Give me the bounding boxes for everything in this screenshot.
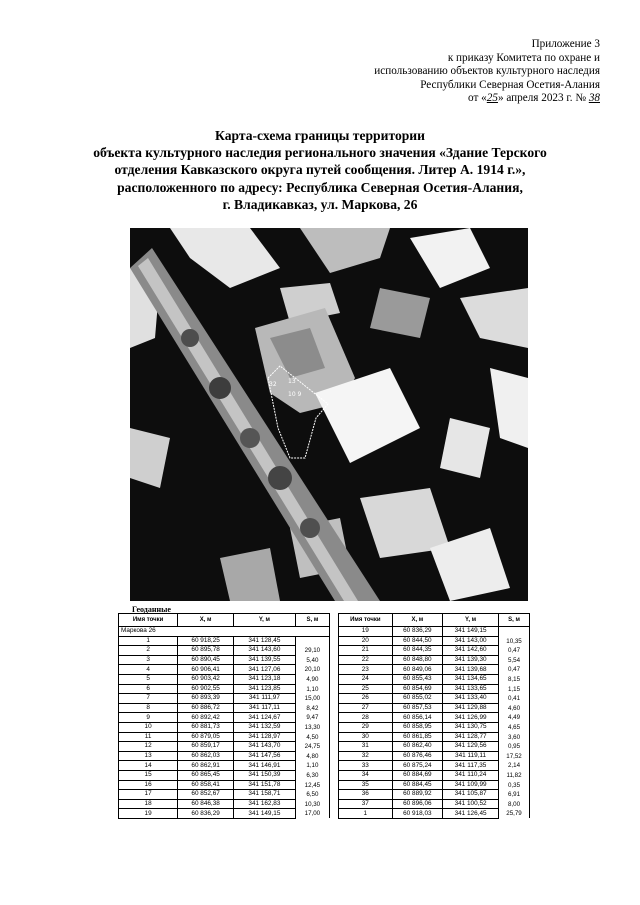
cell-n: 3: [119, 655, 178, 665]
cell-n: 11: [119, 732, 178, 742]
col-s-header: S, м: [295, 614, 329, 627]
cell-x: 60 902,55: [178, 684, 234, 694]
committee-line: использованию объектов культурного наследия: [374, 65, 600, 78]
cell-s: 4,50: [295, 732, 329, 742]
cell-x: 60 881,73: [178, 722, 234, 732]
cell-s: 6,91: [499, 790, 530, 800]
cell-y: 341 126,45: [443, 809, 499, 819]
map-point-label-13: 13: [288, 378, 296, 385]
cell-n: 32: [339, 751, 393, 761]
cell-x: 60 849,06: [392, 665, 443, 675]
cell-y: 341 109,99: [443, 780, 499, 790]
cell-s: 0,41: [499, 694, 530, 704]
cell-x: 60 846,38: [178, 799, 234, 809]
cell-y: 341 129,56: [443, 742, 499, 752]
cell-y: 341 147,56: [234, 751, 296, 761]
cell-x: 60 861,85: [392, 732, 443, 742]
cell-x: 60 884,45: [392, 780, 443, 790]
cell-s: 1,10: [295, 684, 329, 694]
cell-s: 10,35: [499, 636, 530, 646]
table-row: [339, 636, 530, 646]
cell-n: 4: [119, 665, 178, 675]
cell-n: 27: [339, 703, 393, 713]
table-row: [119, 722, 330, 732]
cell-s: 17,52: [499, 751, 530, 761]
cell-s: 4,49: [499, 713, 530, 723]
cell-y: 341 139,55: [234, 655, 296, 665]
table-row: [339, 780, 530, 790]
cell-x: 60 918,03: [392, 809, 443, 819]
cell-s: 8,00: [499, 799, 530, 809]
table-row: [339, 713, 530, 723]
cell-n: 30: [339, 732, 393, 742]
title-line-2: объекта культурного наследия регионального значения «Здание Терского: [93, 145, 547, 161]
table-row: [339, 684, 530, 694]
col-x-header: X, м: [178, 614, 234, 627]
cell-x: 60 844,35: [392, 646, 443, 656]
cell-y: 341 146,91: [234, 761, 296, 771]
table-row: [119, 655, 330, 665]
cell-x: 60 862,91: [178, 761, 234, 771]
cell-x: 60 890,45: [178, 655, 234, 665]
table-row: [119, 665, 330, 675]
cell-n: 31: [339, 742, 393, 752]
cell-n: 5: [119, 674, 178, 684]
table-row: [119, 694, 330, 704]
cell-x: 60 836,29: [178, 809, 234, 819]
cell-s: 6,30: [295, 770, 329, 780]
cell-s: 24,75: [295, 742, 329, 752]
cell-x: 60 855,43: [392, 674, 443, 684]
cell-y: 341 162,83: [234, 799, 296, 809]
cell-n: 10: [119, 722, 178, 732]
republic-line: Республики Северная Осетия-Алания: [420, 78, 600, 91]
table-row: [119, 742, 330, 752]
cell-n: 29: [339, 722, 393, 732]
cell-y: 341 143,70: [234, 742, 296, 752]
cell-s: 12,45: [295, 780, 329, 790]
cell-n: 36: [339, 790, 393, 800]
table-row: [339, 703, 530, 713]
table-row: [119, 636, 330, 646]
cell-x: 60 879,05: [178, 732, 234, 742]
cell-n: 1: [119, 636, 178, 646]
col-s-header: S, м: [499, 614, 530, 627]
table-header-row: [119, 614, 330, 627]
cell-y: 341 124,67: [234, 713, 296, 723]
table-row: [339, 799, 530, 809]
doc-number: 38: [588, 92, 600, 105]
cell-s: 1,15: [499, 684, 530, 694]
cell-n: 16: [119, 780, 178, 790]
cell-y: 341 128,45: [234, 636, 296, 646]
table-row: [339, 732, 530, 742]
cell-s: 5,54: [499, 655, 530, 665]
cell-n: 24: [339, 674, 393, 684]
cell-y: 341 142,60: [443, 646, 499, 656]
table-row: [119, 751, 330, 761]
cell-s: [295, 636, 329, 646]
cell-s: 6,50: [295, 790, 329, 800]
cell-s: 25,79: [499, 809, 530, 819]
table-row: [339, 770, 530, 780]
cell-s: 0,95: [499, 742, 530, 752]
table-row: [339, 751, 530, 761]
table-row: [339, 674, 530, 684]
cell-s: 4,90: [295, 674, 329, 684]
cell-n: 19: [339, 627, 393, 637]
cell-y: 341 149,15: [443, 627, 499, 637]
table-row: [119, 761, 330, 771]
cell-x: 60 855,02: [392, 694, 443, 704]
cell-s: 4,80: [295, 751, 329, 761]
cell-s: 8,15: [499, 674, 530, 684]
cell-s: 0,47: [499, 646, 530, 656]
cell-y: 341 143,00: [443, 636, 499, 646]
cell-y: 341 149,15: [234, 809, 296, 819]
cell-s: 3,60: [499, 732, 530, 742]
geodata-label: Геоданные: [132, 605, 171, 614]
cell-x: 60 862,40: [392, 742, 443, 752]
cell-y: 341 130,75: [443, 722, 499, 732]
cell-x: 60 857,53: [392, 703, 443, 713]
cell-n: 7: [119, 694, 178, 704]
cell-s: 20,10: [295, 665, 329, 675]
table-row: [119, 799, 330, 809]
cell-x: 60 858,95: [392, 722, 443, 732]
cell-y: 341 129,88: [443, 703, 499, 713]
cell-y: 341 126,99: [443, 713, 499, 723]
cell-y: 341 150,39: [234, 770, 296, 780]
cell-x: 60 854,69: [392, 684, 443, 694]
title-line-1: Карта-схема границы территории: [215, 128, 425, 143]
cell-n: 12: [119, 742, 178, 752]
cell-n: 2: [119, 646, 178, 656]
cell-n: 33: [339, 761, 393, 771]
cell-x: 60 918,25: [178, 636, 234, 646]
date-day: 25: [486, 92, 498, 105]
cell-n: 8: [119, 703, 178, 713]
cell-y: 341 158,71: [234, 790, 296, 800]
approval-header: [374, 38, 600, 106]
title-line-4: расположенного по адресу: Республика Северная Осетия-Алания,: [117, 179, 523, 195]
cell-n: 28: [339, 713, 393, 723]
cell-s: 4,60: [499, 703, 530, 713]
cell-s: 11,82: [499, 770, 530, 780]
cell-x: 60 895,78: [178, 646, 234, 656]
col-name-header: Имя точки: [119, 614, 178, 627]
table-group-row: [119, 627, 330, 637]
cell-y: 341 139,68: [443, 665, 499, 675]
table-row: [339, 694, 530, 704]
date-suffix: » апреля 2023 г. №: [497, 92, 587, 105]
appendix-label: Приложение 3: [531, 38, 600, 50]
cell-n: 1: [339, 809, 393, 819]
cell-n: 15: [119, 770, 178, 780]
cell-x: 60 862,03: [178, 751, 234, 761]
col-y-header: Y, м: [443, 614, 499, 627]
cell-s: 2,14: [499, 761, 530, 771]
title-line-5: г. Владикавказ, ул. Маркова, 26: [222, 196, 418, 212]
cell-y: 341 133,40: [443, 694, 499, 704]
cell-n: 22: [339, 655, 393, 665]
cell-x: 60 856,14: [392, 713, 443, 723]
cell-x: 60 903,42: [178, 674, 234, 684]
geodata-table-right: [338, 613, 530, 819]
cell-y: 341 105,87: [443, 790, 499, 800]
cell-x: 60 889,92: [392, 790, 443, 800]
table-row: [339, 627, 530, 637]
cell-y: 341 134,65: [443, 674, 499, 684]
col-y-header: Y, м: [234, 614, 296, 627]
table-row: [119, 770, 330, 780]
cell-x: 60 844,50: [392, 636, 443, 646]
cell-n: 6: [119, 684, 178, 694]
table-row: [339, 790, 530, 800]
table-header-row: [339, 614, 530, 627]
cell-y: 341 110,24: [443, 770, 499, 780]
col-x-header: X, м: [392, 614, 443, 627]
table-row: [339, 809, 530, 819]
table-row: [339, 722, 530, 732]
date-line: [374, 92, 600, 106]
cell-x: 60 876,46: [392, 751, 443, 761]
cell-x: 60 859,17: [178, 742, 234, 752]
cell-s: 15,00: [295, 694, 329, 704]
table-row: [339, 742, 530, 752]
cell-s: 29,10: [295, 646, 329, 656]
cell-y: 341 139,30: [443, 655, 499, 665]
cell-s: 1,10: [295, 761, 329, 771]
cell-y: 341 132,59: [234, 722, 296, 732]
table-row: [339, 646, 530, 656]
col-name-header: Имя точки: [339, 614, 393, 627]
cell-n: 18: [119, 799, 178, 809]
geodata-table-left: [118, 613, 330, 819]
cell-n: 26: [339, 694, 393, 704]
cell-n: 21: [339, 646, 393, 656]
table-row: [119, 780, 330, 790]
table-row: [119, 713, 330, 723]
cell-y: 341 128,97: [234, 732, 296, 742]
cell-n: 19: [119, 809, 178, 819]
cell-n: 17: [119, 790, 178, 800]
aerial-photo: [130, 228, 528, 601]
cell-y: 341 117,11: [234, 703, 296, 713]
cell-s: 17,00: [295, 809, 329, 819]
cell-x: 60 836,29: [392, 627, 443, 637]
document-title: [40, 127, 600, 213]
cell-y: 341 117,35: [443, 761, 499, 771]
cell-x: 60 848,80: [392, 655, 443, 665]
satellite-map: [130, 228, 528, 601]
map-point-label-10-9: 10 9: [288, 391, 302, 398]
table-row: [119, 684, 330, 694]
cell-n: 34: [339, 770, 393, 780]
cell-y: 341 151,78: [234, 780, 296, 790]
cell-x: 60 896,06: [392, 799, 443, 809]
cell-n: 23: [339, 665, 393, 675]
cell-y: 341 128,77: [443, 732, 499, 742]
cell-x: 60 886,72: [178, 703, 234, 713]
table-row: [119, 809, 330, 819]
table-row: [119, 790, 330, 800]
cell-s: 13,30: [295, 722, 329, 732]
cell-y: 341 127,06: [234, 665, 296, 675]
cell-x: 60 852,67: [178, 790, 234, 800]
cell-n: 9: [119, 713, 178, 723]
cell-n: 35: [339, 780, 393, 790]
cell-y: 341 133,65: [443, 684, 499, 694]
cell-y: 341 143,60: [234, 646, 296, 656]
map-point-label-32: 32: [269, 381, 277, 388]
cell-x: 60 858,41: [178, 780, 234, 790]
table-row: [119, 674, 330, 684]
date-prefix: от «: [468, 92, 487, 105]
cell-x: 60 893,39: [178, 694, 234, 704]
table-row: [339, 665, 530, 675]
group-label: Маркова 26: [119, 627, 330, 637]
cell-n: 14: [119, 761, 178, 771]
cell-y: 341 119,11: [443, 751, 499, 761]
cell-n: 25: [339, 684, 393, 694]
title-line-3: отделения Кавказского округа путей сообщения. Литер А. 1914 г.»,: [114, 162, 526, 178]
cell-s: 10,30: [295, 799, 329, 809]
cell-y: 341 123,85: [234, 684, 296, 694]
cell-s: 4,65: [499, 722, 530, 732]
table-row: [339, 761, 530, 771]
cell-s: 9,47: [295, 713, 329, 723]
order-line: к приказу Комитета по охране и: [447, 51, 600, 64]
cell-n: 37: [339, 799, 393, 809]
cell-x: 60 906,41: [178, 665, 234, 675]
cell-n: 20: [339, 636, 393, 646]
cell-y: 341 111,97: [234, 694, 296, 704]
cell-x: 60 892,42: [178, 713, 234, 723]
cell-s: [499, 627, 530, 637]
cell-n: 13: [119, 751, 178, 761]
cell-y: 341 100,52: [443, 799, 499, 809]
table-row: [119, 732, 330, 742]
cell-s: 0,47: [499, 665, 530, 675]
table-row: [339, 655, 530, 665]
cell-x: 60 884,69: [392, 770, 443, 780]
cell-s: 8,42: [295, 703, 329, 713]
cell-s: 0,35: [499, 780, 530, 790]
cell-s: 5,40: [295, 655, 329, 665]
cell-y: 341 123,18: [234, 674, 296, 684]
cell-x: 60 875,24: [392, 761, 443, 771]
table-row: [119, 703, 330, 713]
cell-x: 60 865,45: [178, 770, 234, 780]
table-row: [119, 646, 330, 656]
